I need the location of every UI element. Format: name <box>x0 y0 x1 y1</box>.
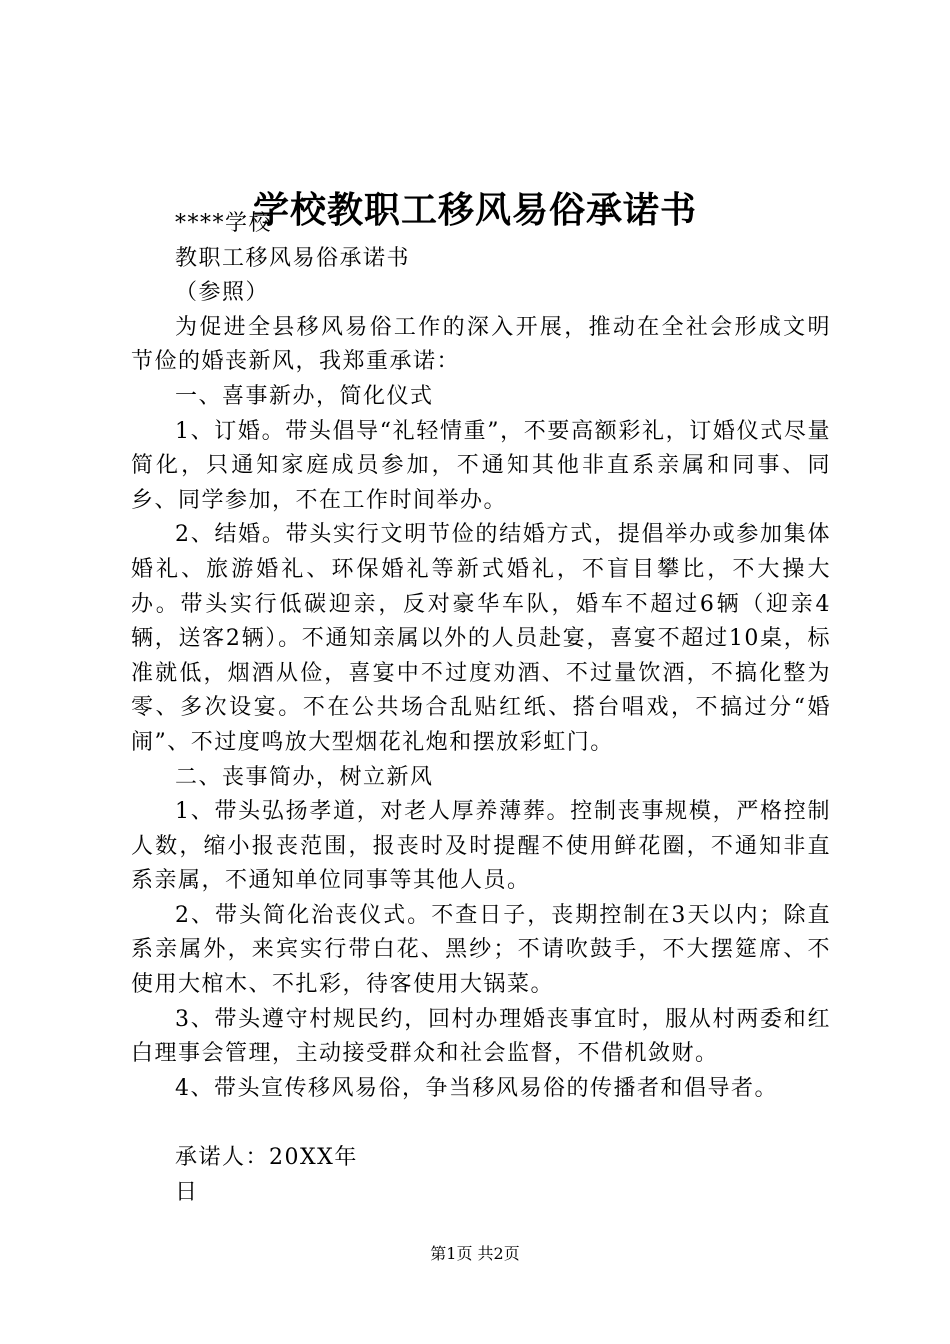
document-title: 学校教职工移风易俗承诺书 <box>252 189 697 231</box>
section-heading-funerals: 二、丧事简办，树立新风 <box>175 764 434 790</box>
item-marriage: 2、结婚。带头实行文明节俭的结婚方式，提倡举办或参加集体婚礼、旅游婚礼、环保婚礼等新式婚礼，不盲目攀比，不大操大办。带头实行低碳迎亲，反对豪华车队，婚车不超过6辆（迎亲4辆，送客2辆）。不通知亲属以外的人员赴宴，喜宴不超过10桌，标准就低，烟酒从俭，喜宴中不过度劝酒、不过量饮酒，不搞化整为零、多次设宴。不在公共场合乱贴红纸、搭台唱戏，不搞过分“婚闹”、不过度鸣放大型烟花礼炮和摆放彩虹门。 <box>131 522 831 755</box>
page-number-footer: 第1页 共2页 <box>430 1244 520 1263</box>
item-filial-piety: 1、带头弘扬孝道，对老人厚养薄葬。控制丧事规模，严格控制人数，缩小报丧范围，报丧时及时提醒不使用鲜花圈，不通知非直系亲属，不通知单位同事等其他人员。 <box>131 799 831 894</box>
intro-paragraph: 为促进全县移风易俗工作的深入开展，推动在全社会形成文明节俭的婚丧新风，我郑重承诺： <box>131 314 831 375</box>
reference-note: （参照） <box>175 280 270 306</box>
item-promotion: 4、带头宣传移风易俗，争当移风易俗的传播者和倡导者。 <box>175 1075 778 1101</box>
document-body <box>131 207 831 1210</box>
blank-line <box>131 1106 831 1141</box>
item-village-rules: 3、带头遵守村规民约，回村办理婚丧事宜时，服从村两委和红白理事会管理，主动接受群众和社会监督，不借机敛财。 <box>131 1006 831 1067</box>
signatory-line: 承诺人：20XX年 <box>175 1145 358 1171</box>
subtitle-line: 教职工移风易俗承诺书 <box>175 245 411 271</box>
section-heading-weddings: 一、喜事新办，简化仪式 <box>175 383 434 409</box>
date-day-line: 日 <box>175 1179 199 1205</box>
item-funeral-rites: 2、带头简化治丧仪式。不查日子，丧期控制在3天以内；除直系亲属外，来宾实行带白花、黑纱；不请吹鼓手，不大摆筵席、不使用大棺木、不扎彩，待客使用大锅菜。 <box>131 902 831 998</box>
item-engagement: 1、订婚。带头倡导“礼轻情重”，不要高额彩礼，订婚仪式尽量简化，只通知家庭成员参加，不通知其他非直系亲属和同事、同乡、同学参加，不在工作时间举办。 <box>131 418 831 513</box>
school-name-line: ****学校 <box>175 211 273 236</box>
